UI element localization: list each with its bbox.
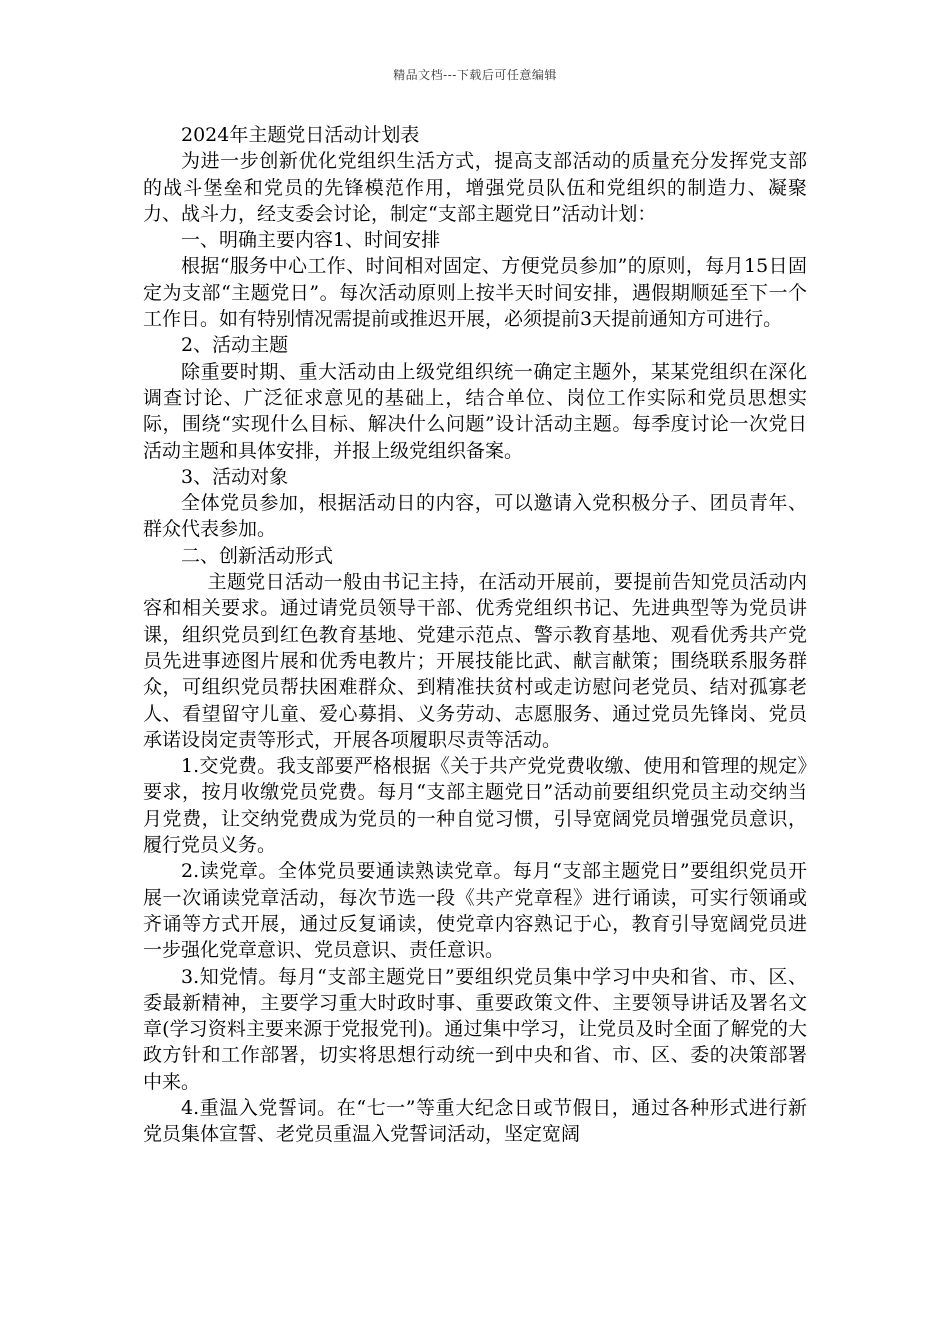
section-heading-2: 二、创新活动形式 bbox=[181, 544, 334, 567]
subheading-activity-theme: 2、活动主题 bbox=[181, 334, 289, 357]
time-arrangement-paragraph: 根据“服务中心工作、时间相对固定、方便党员参加”的原则，每月15日固定为支部“主题党日”。每次活动原则上按半天时间安排，遇假期顺延至下一个工作日。如有特别情况需提前或推迟开展，必须提前3天提前通知方可进行。 bbox=[143, 255, 807, 331]
activity-target-paragraph: 全体党员参加，根据活动日的内容，可以邀请入党积极分子、团员青年、群众代表参加。 bbox=[143, 492, 807, 541]
document-body bbox=[143, 122, 807, 1148]
intro-paragraph: 为进一步创新优化党组织生活方式，提高支部活动的质量充分发挥党支部的战斗堡垒和党员的先锋模范作用，增强党员队伍和党组织的制造力、凝聚力、战斗力，经支委会讨论，制定“支部主题党日”活动计划： bbox=[143, 150, 807, 225]
activity-theme-paragraph: 除重要时期、重大活动由上级党组织统一确定主题外，某某党组织在深化调查讨论、广泛征求意见的基础上，结合单位、岗位工作实际和党员思想实际，围绕“实现什么目标、解决什么问题”设计活动主题。每季度讨论一次党日活动主题和具体安排，并报上级党组织备案。 bbox=[143, 360, 807, 462]
section-heading-1: 一、明确主要内容1、时间安排 bbox=[181, 229, 441, 252]
item-read-constitution-paragraph: 2.读党章。全体党员要通读熟读党章。每月“支部主题党日”要组织党员开展一次诵读党章活动，每次节选一段《共产党章程》进行诵读，可实行领诵或齐诵等方式开展，通过反复诵读，使党章内容熟记于心，教育引导宽阔党员进一步强化党章意识、党员意识、责任意识。 bbox=[143, 860, 807, 962]
item-know-party-paragraph: 3.知党情。每月“支部主题党日”要组织党员集中学习中央和省、市、区、委最新精神，主要学习重大时政时事、重要政策文件、主要领导讲话及署名文章(学习资料主要来源于党报党刊)。通过集中学习，让党员及时全面了解党的大政方针和工作部署，切实将思想行动统一到中央和省、市、区、委的决策部署中来。 bbox=[143, 965, 807, 1093]
activity-form-paragraph: 主题党日活动一般由书记主持，在活动开展前，要提前告知党员活动内容和相关要求。通过请党员领导干部、优秀党组织书记、先进典型等为党员讲课，组织党员到红色教育基地、党建示范点、警示教育基地、观看优秀共产党员先进事迹图片展和优秀电教片；开展技能比武、献言献策；围绕联系服务群众，可组织党员帮扶困难群众、到精准扶贫村或走访慰问老党员、结对孤寡老人、看望留守儿童、爱心募捐、义务劳动、志愿服务、通过党员先锋岗、党员承诺设岗定责等形式，开展各项履职尽责等活动。 bbox=[143, 571, 807, 751]
item-oath-paragraph: 4.重温入党誓词。在“七一”等重大纪念日或节假日，通过各种形式进行新党员集体宣誓、老党员重温入党誓词活动，坚定宽阔 bbox=[143, 1096, 807, 1146]
page-header-note: 精品文档---下载后可任意编辑 bbox=[393, 68, 557, 82]
subheading-activity-target: 3、活动对象 bbox=[181, 465, 289, 488]
document-title: 2024年主题党日活动计划表 bbox=[181, 124, 420, 146]
item-pay-dues-paragraph: 1.交党费。我支部要严格根据《关于共产党党费收缴、使用和管理的规定》要求，按月收缴党员党费。每月“支部主题党日”活动前要组织党员主动交纳当月党费，让交纳党费成为党员的一种自觉习惯，引导宽阔党员增强党员意识，履行党员义务。 bbox=[143, 755, 807, 857]
